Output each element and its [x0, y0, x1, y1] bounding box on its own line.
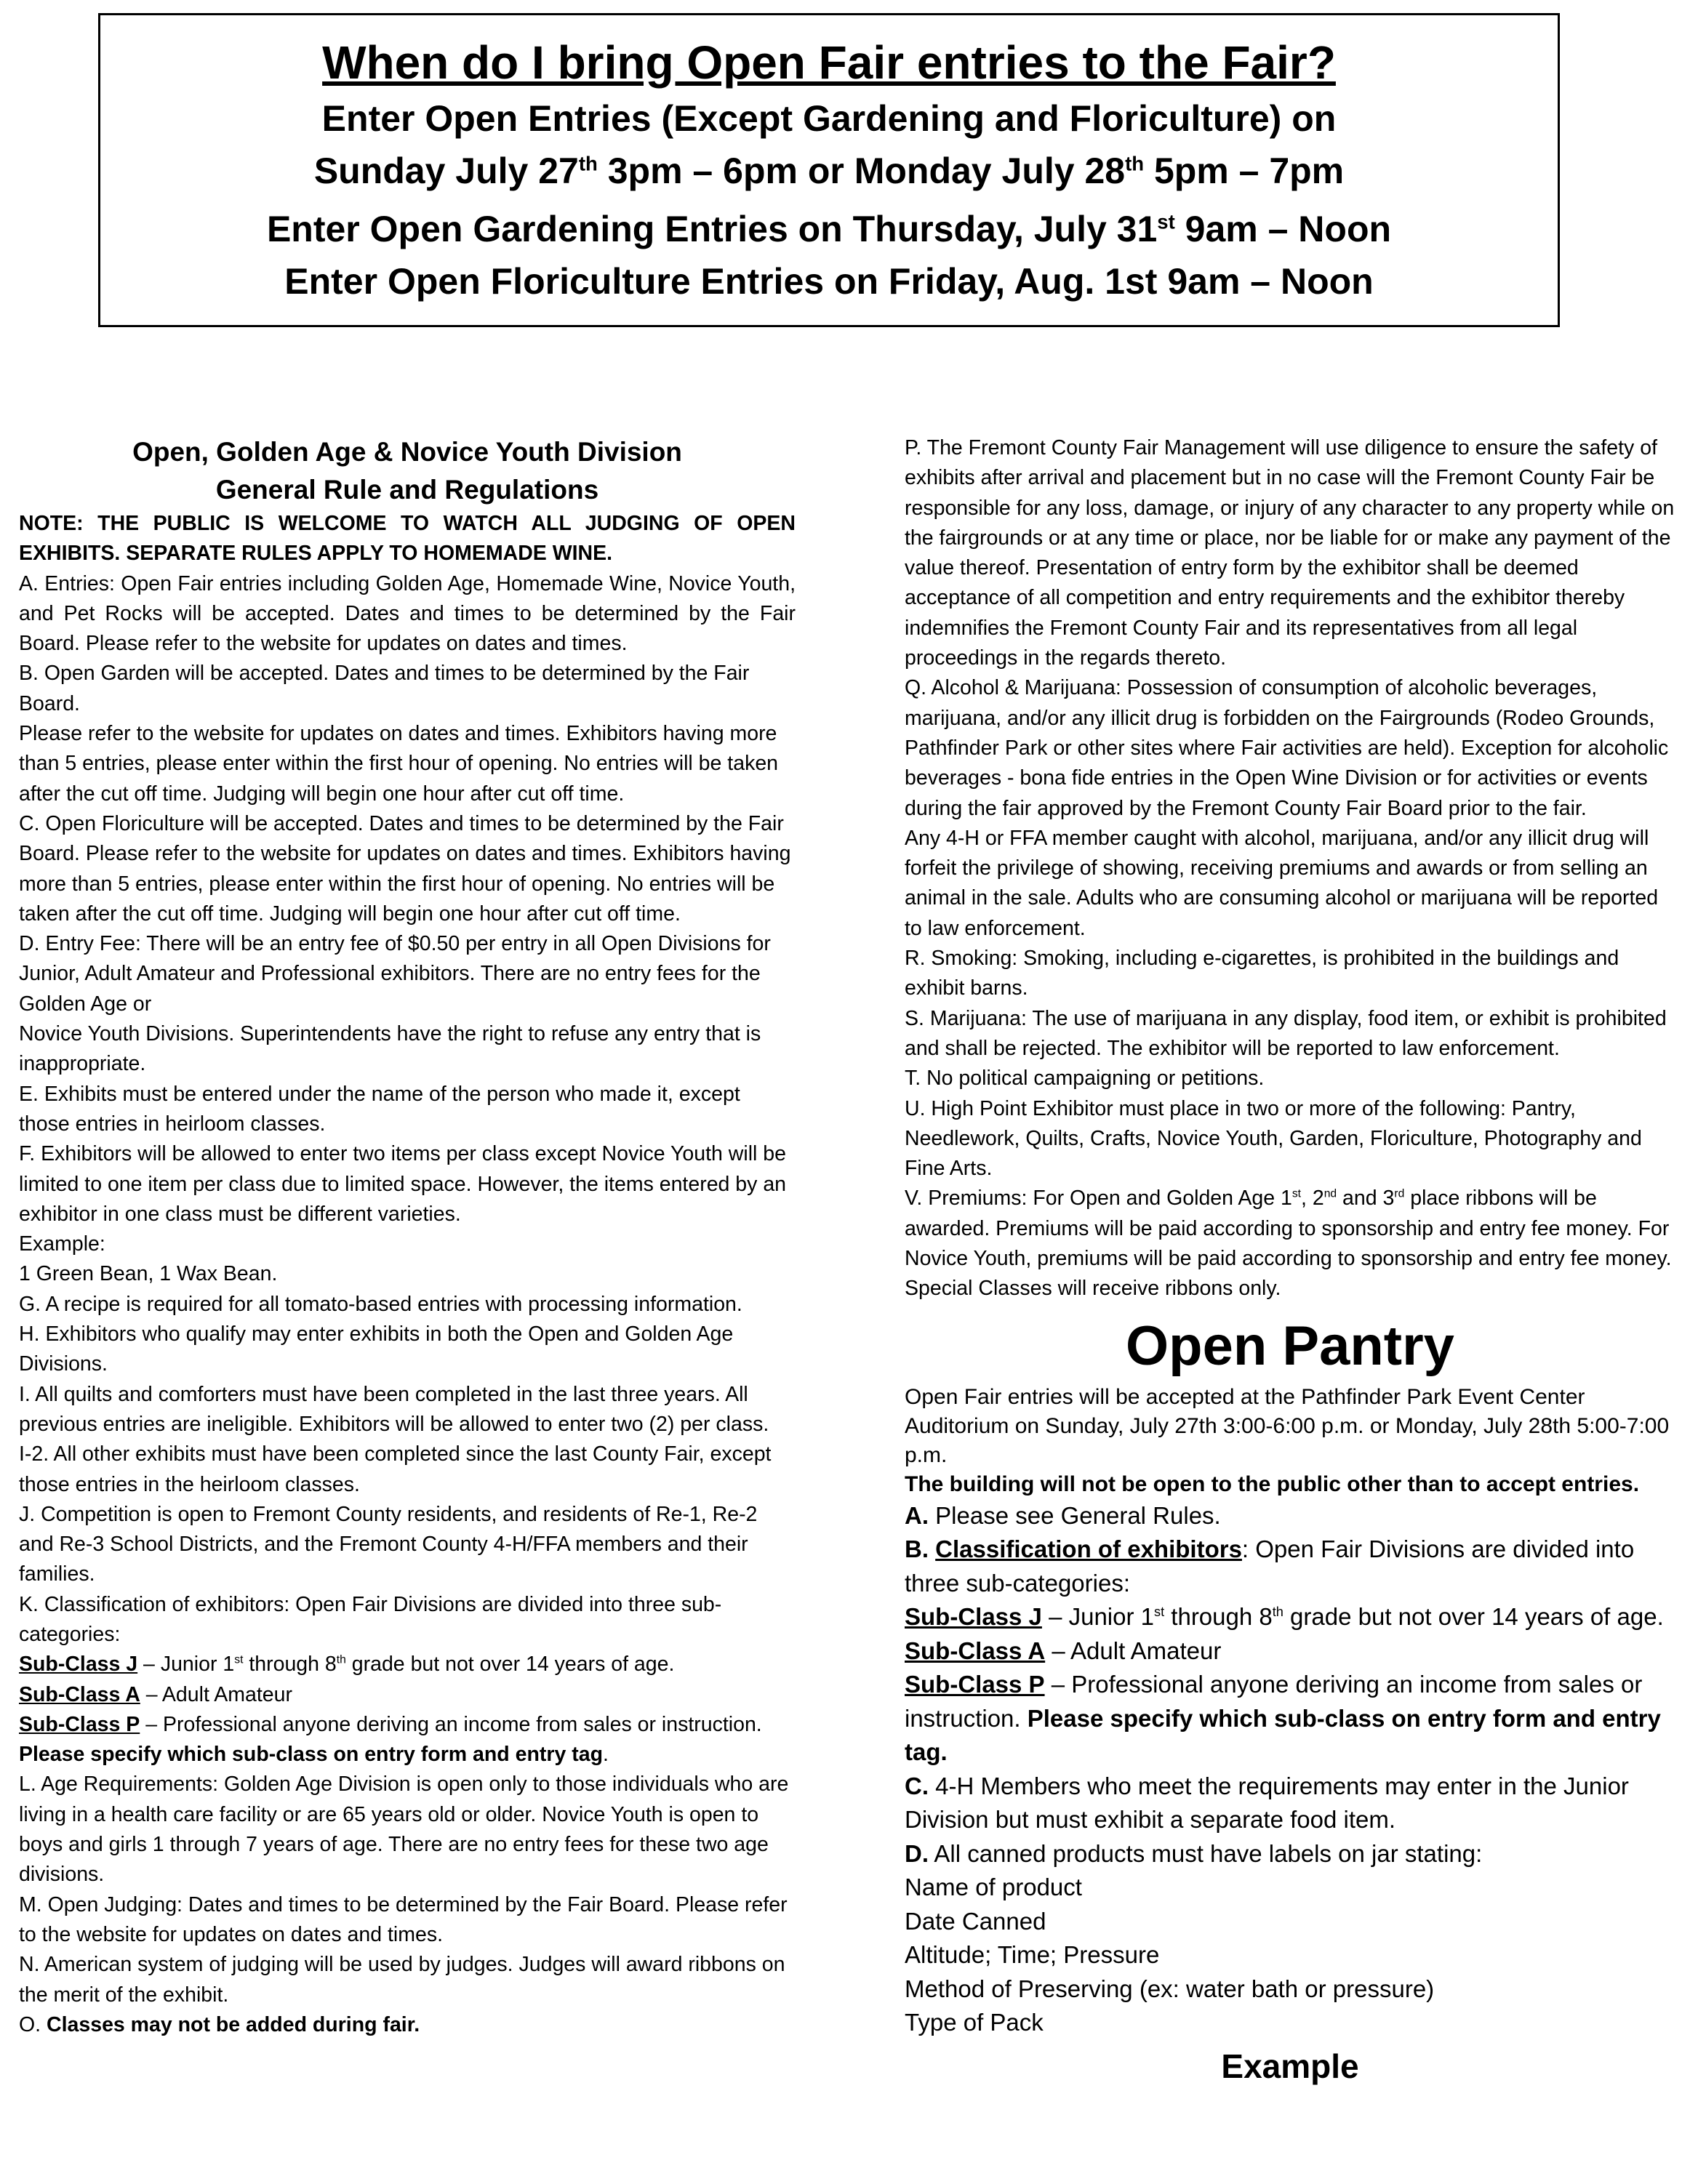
rule-o-text: Classes may not be added during fair.: [47, 2012, 420, 2036]
rule-b: B. Open Garden will be accepted. Dates and times to be determined by the Fair Board.: [19, 662, 750, 715]
header-line-floriculture: Enter Open Floriculture Entries on Friday, Aug. 1st 9am – Noon: [284, 261, 1374, 302]
pantry-rule-c-letter: C.: [905, 1772, 929, 1799]
label-item: Date Canned: [905, 1907, 1046, 1935]
rule-b-continued: Please refer to the website for updates on dates and times. Exhibitors having more than 5 entries, please enter within the first hour of opening. No entries will be taken after the cut off time. Judging will begin one hour after cut off time.: [19, 722, 779, 806]
sub-class-p-text: – Professional anyone deriving an income from sales or instruction.: [140, 1712, 762, 1736]
pantry-sub-class-a-text: – Adult Amateur: [1045, 1637, 1222, 1664]
sub-class-j-text: – Junior 1: [137, 1653, 235, 1677]
pantry-sub-class-a: [905, 1634, 1675, 1669]
pantry-rule-c: [905, 1770, 1675, 1837]
header-date-sunday: Sunday July 27: [313, 150, 579, 191]
rule-c: C. Open Floriculture will be accepted. Dates and times to be determined by the Fair Board. Please refer to the website for updates on dates and times. Exhibitors having more than 5 entries, please enter within the first hour of opening. No entries will be taken after the cut off time. Judging will begin one hour after cut off time.: [19, 811, 791, 926]
ordinal-sup: st: [1291, 1187, 1302, 1200]
rule-n: N. American system of judging will be used by judges. Judges will award ribbons on the merit of the exhibit.: [19, 1953, 785, 2007]
rule-g: G. A recipe is required for all tomato-based entries with processing information.: [19, 1292, 742, 1316]
pantry-sub-class-p: [905, 1668, 1675, 1770]
rule-k: K. Classification of exhibitors: Open Fair Divisions are divided into three sub-categories:: [19, 1592, 722, 1646]
pantry-rule-d-letter: D.: [905, 1839, 929, 1867]
ordinal-sup: rd: [1394, 1187, 1405, 1200]
ordinal-sup: st: [1157, 210, 1175, 233]
rule-u: U. High Point Exhibitor must place in two or more of the following: Pantry, Needlework, Quilts, Crafts, Novice Youth, Garden, Floriculture, Photography and Fine Arts.: [905, 1096, 1642, 1181]
pantry-rule-b-text: : Open Fair Divisions are divided into three sub-categories:: [905, 1535, 1635, 1597]
pantry-rule-c-text: 4-H Members who meet the requirements may enter in the Junior Division but must exhibit a separate food item.: [905, 1772, 1629, 1834]
header-box: [98, 13, 1560, 327]
pantry-rule-d-text: All canned products must have labels on jar stating:: [929, 1839, 1483, 1867]
rule-o-prefix: O.: [19, 2012, 47, 2036]
sub-class-p-end: .: [603, 1743, 609, 1767]
sub-class-j-label: Sub-Class J: [19, 1653, 138, 1677]
rule-v-text: and 3: [1337, 1187, 1395, 1211]
example-heading: Example: [1221, 2047, 1359, 2085]
rule-r: R. Smoking: Smoking, including e-cigarettes, is prohibited in the buildings and exhibit barns.: [905, 947, 1619, 1000]
rule-i: I. All quilts and comforters must have been completed in the last three years. All previous entries are ineligible. Exhibitors will be allowed to enter two (2) per class.: [19, 1382, 769, 1436]
rule-o: [19, 2010, 796, 2040]
label-item: Altitude; Time; Pressure: [905, 1941, 1160, 1969]
sub-class-p: [19, 1710, 796, 1770]
rule-v: [905, 1184, 1675, 1304]
ordinal-sup: th: [1125, 152, 1145, 175]
open-pantry-title: Open Pantry: [1126, 1314, 1454, 1377]
ordinal-sup: th: [578, 152, 598, 175]
pantry-sub-class-j-text: – Junior 1: [1041, 1603, 1154, 1631]
sub-class-j-text: grade but not over 14 years of age.: [345, 1653, 675, 1677]
pantry-intro: Open Fair entries will be accepted at the Pathfinder Park Event Center Auditorium on Sunday, July 27th 3:00-6:00 p.m. or Monday, July 28th 5:00-7:00 p.m.: [905, 1384, 1670, 1467]
division-title: Open, Golden Age & Novice Youth Division: [132, 437, 682, 467]
header-line-gardening: [100, 203, 1558, 255]
example-label: Example:: [19, 1232, 105, 1256]
ordinal-sup: th: [1272, 1605, 1283, 1620]
pantry-sub-class-j-label: Sub-Class J: [905, 1603, 1042, 1631]
ordinal-sup: st: [1154, 1605, 1165, 1620]
label-item: Type of Pack: [905, 2009, 1044, 2036]
rule-a: A. Entries: Open Fair entries including Golden Age, Homemade Wine, Novice Youth, and Pet Rocks will be accepted. Dates and times to be determined by the Fair Board. Please refer to the website for updates on dates and times.: [19, 571, 796, 656]
pantry-sub-class-p-instruction: Please specify which sub-class on entry form and entry tag.: [905, 1704, 1661, 1766]
rule-j: J. Competition is open to Fremont County residents, and residents of Re-1, Re-2 and Re-3 School Districts, and the Fremont County 4-H/FFA members and their families.: [19, 1502, 758, 1586]
pantry-rule-b: [905, 1533, 1675, 1600]
rule-d: D. Entry Fee: There will be an entry fee of $0.50 per entry in all Open Divisions for Junior, Adult Amateur and Professional exhibitors. There are no entry fees for the Golden Age or: [19, 932, 771, 1016]
ordinal-sup: nd: [1323, 1187, 1337, 1200]
pantry-rule-b-label: Classification of exhibitors: [935, 1535, 1242, 1563]
header-line-open-entries: Enter Open Entries (Except Gardening and Floriculture) on: [321, 98, 1337, 139]
pantry-sub-class-p-label: Sub-Class P: [905, 1671, 1045, 1698]
example-text: 1 Green Bean, 1 Wax Bean.: [19, 1262, 278, 1286]
rule-v-text: place ribbons will be awarded. Premiums will be paid according to sponsorship and entry fee money. For Novice Youth, premiums will be paid according to sponsorship and entry fee money. Special Classes will receive ribbons only.: [905, 1187, 1672, 1301]
rule-e: E. Exhibits must be entered under the name of the person who made it, except those entries in heirloom classes.: [19, 1082, 740, 1136]
rule-p: P. The Fremont County Fair Management will use diligence to ensure the safety of exhibits after arrival and placement but in no case will the Fremont County Fair be responsible for any loss, damage, or injury of any character to any property while on the fairgrounds or at any time or place, nor be liable for or make any payment of the value thereof. Presentation of entry form by the exhibitor shall be deemed acceptance of all competition and entry requirements and the exhibitor thereby indemnifies the Fremont County Fair and its representatives from all legal proceedings in the regards thereto.: [905, 436, 1675, 670]
rule-i2: I-2. All other exhibits must have been completed since the last County Fair, except those entries in the heirloom classes.: [19, 1442, 772, 1496]
header-gardening-text: Enter Open Gardening Entries on Thursday, July 31: [266, 209, 1158, 249]
label-item: Name of product: [905, 1874, 1082, 1901]
pantry-sub-class-j-text: grade but not over 14 years of age.: [1283, 1603, 1664, 1631]
rules-title: General Rule and Regulations: [215, 475, 599, 505]
rule-s: S. Marijuana: The use of marijuana in any display, food item, or exhibit is prohibited and shall be rejected. The exhibitor will be reported to law enforcement.: [905, 1006, 1667, 1060]
rule-m: M. Open Judging: Dates and times to be determined by the Fair Board. Please refer to the website for updates on dates and times.: [19, 1892, 788, 1946]
pantry-rule-a: [905, 1499, 1675, 1533]
sub-class-a-text: – Adult Amateur: [140, 1682, 292, 1706]
header-date-monday: 3pm – 6pm or Monday July 28: [597, 150, 1126, 191]
rule-v-text: , 2: [1301, 1187, 1324, 1211]
note-paragraph: NOTE: THE PUBLIC IS WELCOME TO WATCH ALL JUDGING OF OPEN EXHIBITS. SEPARATE RULES APPLY TO HOMEMADE WINE.: [19, 512, 796, 566]
label-item: Method of Preserving (ex: water bath or pressure): [905, 1975, 1435, 2002]
rule-l: L. Age Requirements: Golden Age Division is open only to those individuals who are living in a health care facility or are 65 years old or older. Novice Youth is open to boys and girls 1 through 7 years of age. There are no entry fees for these two age divisions.: [19, 1773, 789, 1887]
pantry-sub-class-j-text: through 8: [1164, 1603, 1273, 1631]
header-time-monday: 5pm – 7pm: [1144, 150, 1345, 191]
pantry-rule-a-text: Please see General Rules.: [929, 1501, 1221, 1529]
sub-class-a: [19, 1680, 796, 1710]
left-column: [19, 433, 796, 2040]
pantry-sub-class-p-text: – Professional anyone deriving an income from sales or instruction.: [905, 1671, 1643, 1732]
pantry-notice: The building will not be open to the public other than to accept entries.: [905, 1472, 1640, 1496]
page-title: When do I bring Open Fair entries to the Fair?: [322, 36, 1336, 89]
pantry-sub-class-j: [905, 1600, 1675, 1634]
sub-class-a-label: Sub-Class A: [19, 1682, 140, 1706]
rule-h: H. Exhibitors who qualify may enter exhibits in both the Open and Golden Age Divisions.: [19, 1322, 734, 1376]
sub-class-p-instruction: Please specify which sub-class on entry form and entry tag: [19, 1743, 603, 1767]
rule-v-text: V. Premiums: For Open and Golden Age 1: [905, 1187, 1292, 1211]
ordinal-sup: th: [336, 1653, 346, 1666]
sub-class-p-label: Sub-Class P: [19, 1712, 140, 1736]
sub-class-j: [19, 1650, 796, 1679]
header-line-dates: [100, 145, 1558, 197]
rule-d-continued: Novice Youth Divisions. Superintendents have the right to refuse any entry that is inappropriate.: [19, 1022, 761, 1076]
rule-q: Q. Alcohol & Marijuana: Possession of consumption of alcoholic beverages, marijuana, and/or any illicit drug is forbidden on the Fairgrounds (Rodeo Grounds, Pathfinder Park or other sites where Fair activities are held). Exception for alcoholic beverages - bona fide entries in the Open Wine Division or for activities or events during the fair approved by the Fremont County Fair Board prior to the fair.: [905, 676, 1669, 820]
rule-t: T. No political campaigning or petitions.: [905, 1067, 1265, 1091]
pantry-sub-class-a-label: Sub-Class A: [905, 1637, 1046, 1664]
right-column: [905, 433, 1675, 2088]
rule-f: F. Exhibitors will be allowed to enter two items per class except Novice Youth will be limited to one item per class due to limited space. However, the items entered by an exhibitor in one class must be different varieties.: [19, 1142, 787, 1226]
pantry-rule-d: [905, 1837, 1675, 1871]
pantry-rule-b-letter: B.: [905, 1535, 929, 1563]
rule-q-continued: Any 4-H or FFA member caught with alcohol, marijuana, and/or any illicit drug will forfeit the privilege of showing, receiving premiums and awards or from selling an animal in the sale. Adults who are consuming alcohol or marijuana will be reported to law enforcement.: [905, 826, 1659, 940]
sub-class-j-text: through 8: [243, 1653, 337, 1677]
pantry-rule-a-letter: A.: [905, 1501, 929, 1529]
ordinal-sup: st: [234, 1653, 244, 1666]
header-gardening-time: 9am – Noon: [1174, 209, 1392, 249]
